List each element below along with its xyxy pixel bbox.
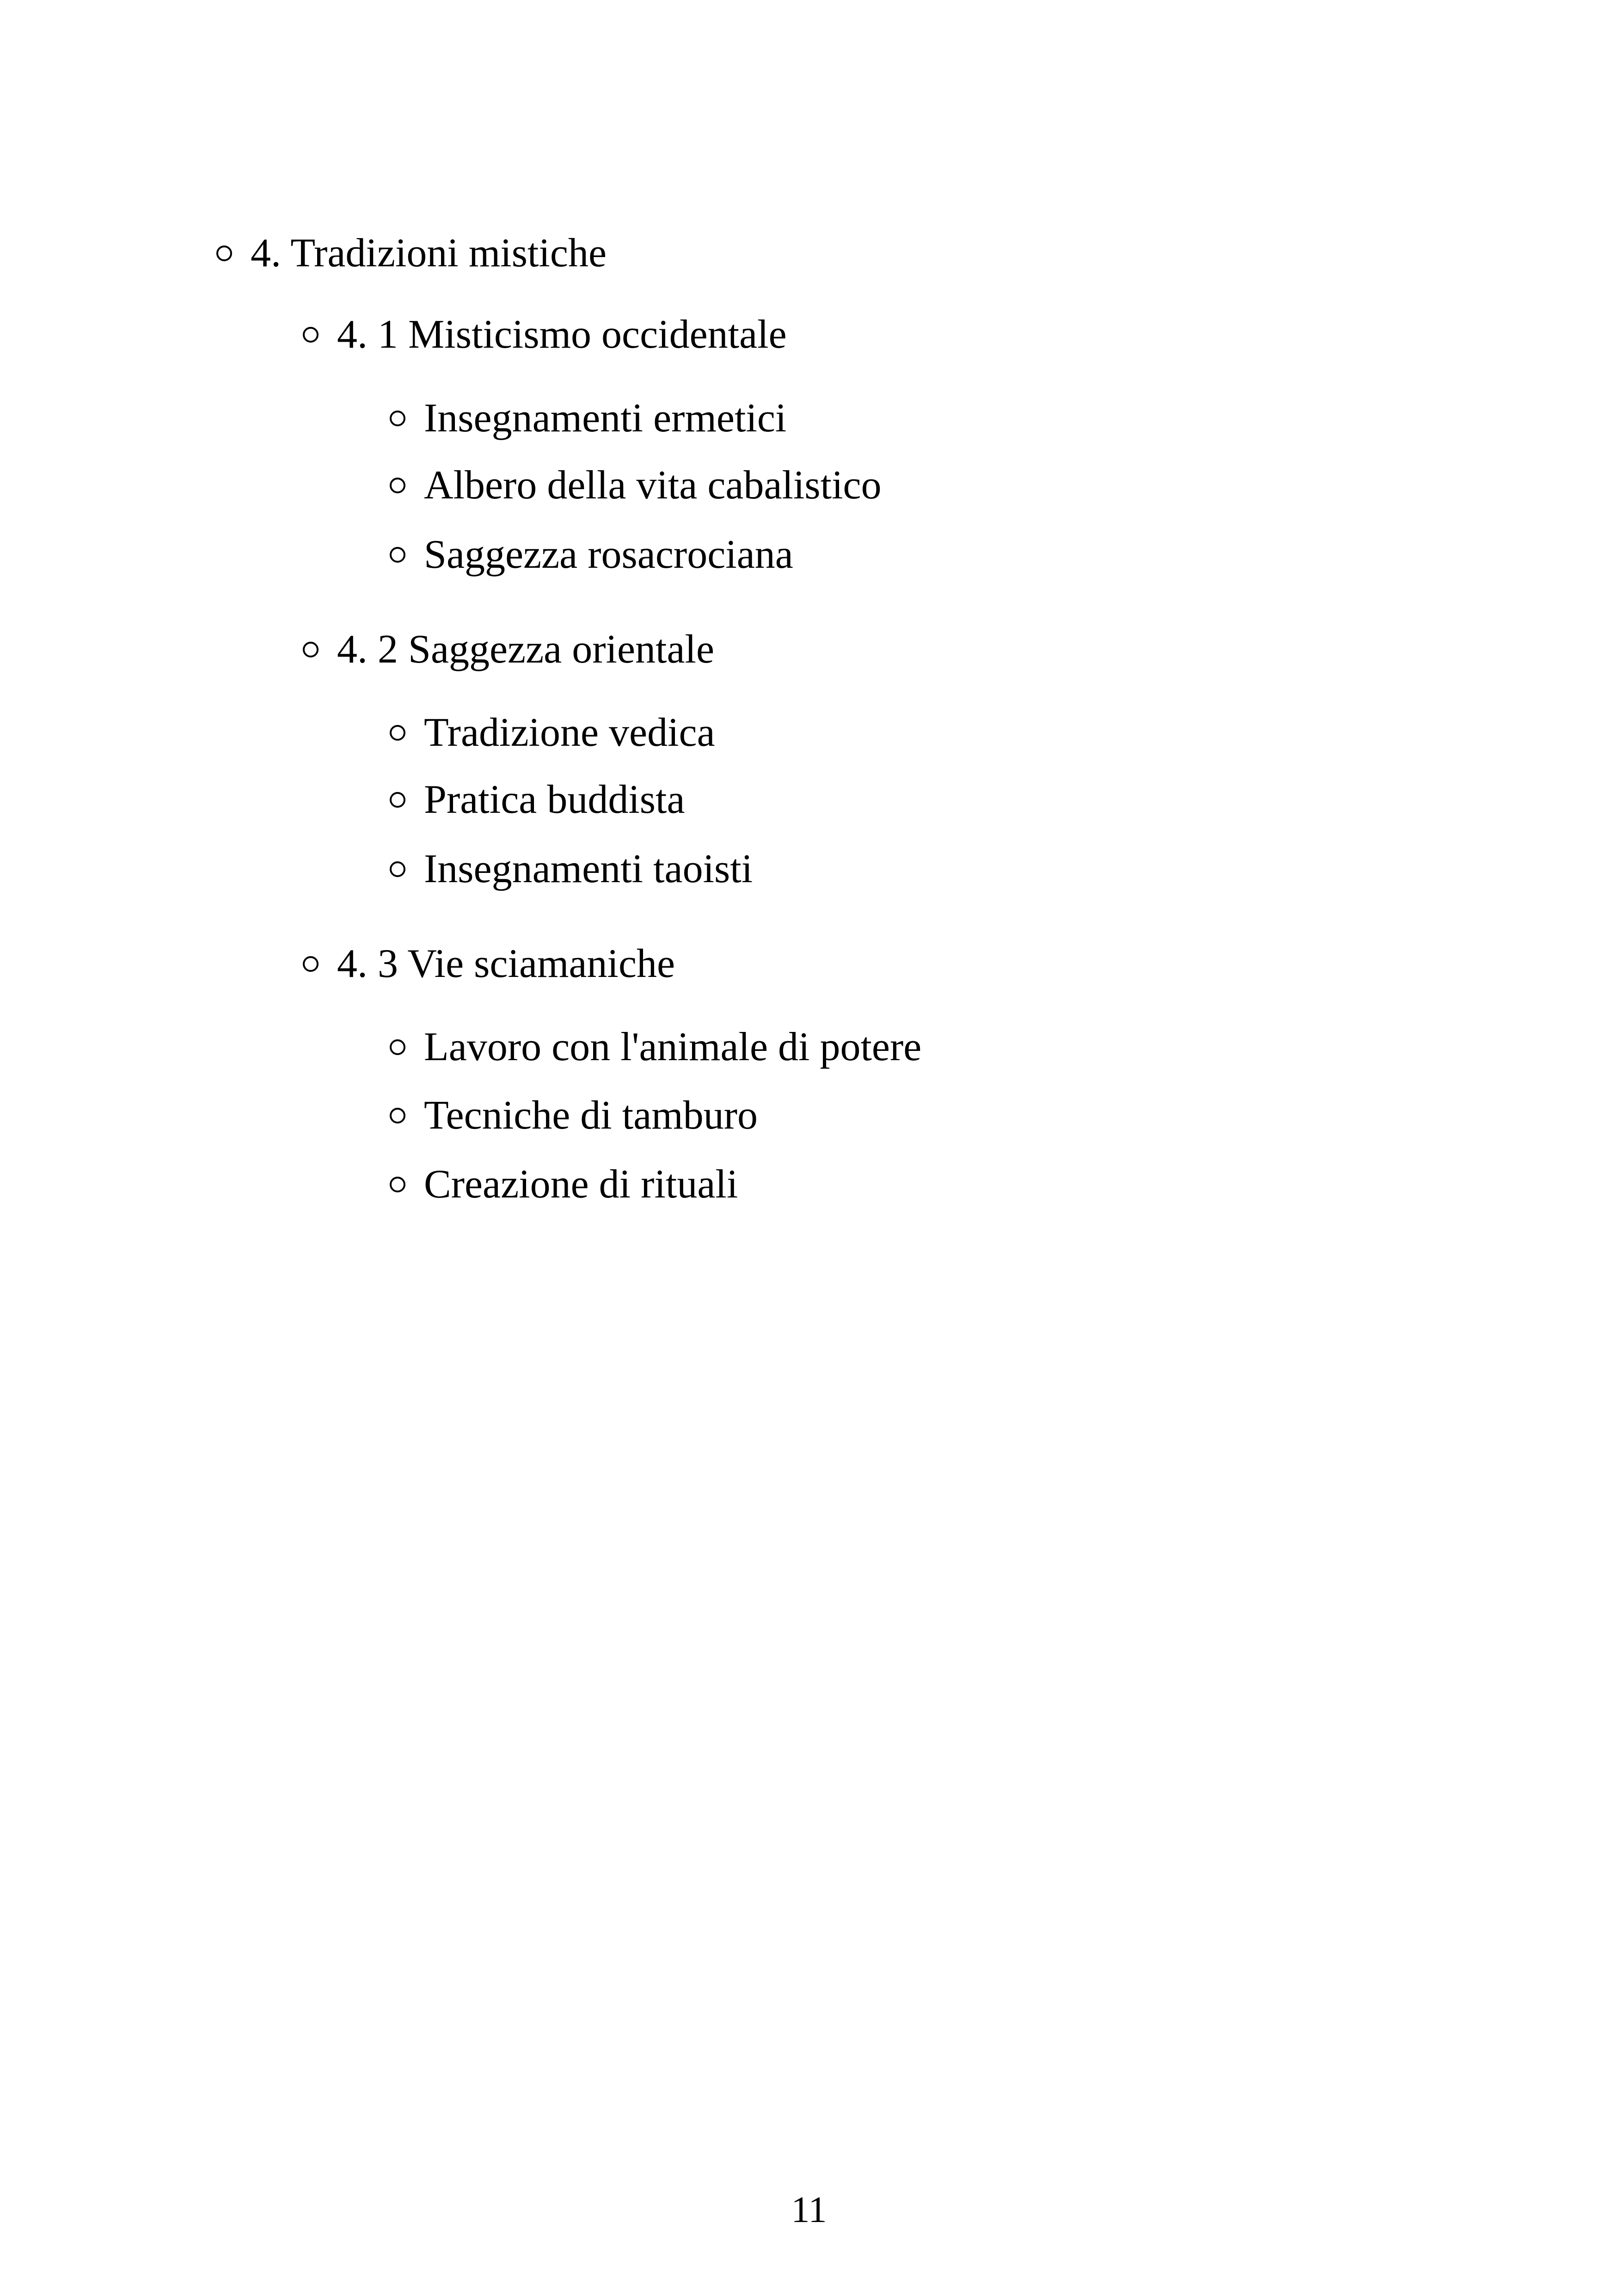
list-item (390, 1157, 738, 1212)
list-item (390, 772, 685, 828)
hollow-circle-bullet-icon (390, 478, 405, 493)
hollow-circle-bullet-icon (390, 792, 405, 808)
list-item-label: Creazione di rituali (424, 1162, 738, 1207)
hollow-circle-bullet-icon (216, 246, 232, 261)
section-heading (303, 307, 787, 362)
section-heading (303, 622, 714, 677)
list-item (390, 527, 793, 583)
hollow-circle-bullet-icon (390, 1039, 405, 1055)
hollow-circle-bullet-icon (390, 1177, 405, 1192)
outline-title: 4. Tradizioni mistiche (251, 231, 607, 276)
list-item-label: Tecniche di tamburo (424, 1093, 758, 1138)
list-item (390, 841, 753, 897)
hollow-circle-bullet-icon (390, 725, 405, 741)
hollow-circle-bullet-icon (390, 861, 405, 877)
section-heading (303, 936, 675, 992)
list-item-label: Albero della vita cabalistico (424, 463, 882, 508)
hollow-circle-bullet-icon (390, 547, 405, 563)
section-label: 4. 2 Saggezza orientale (337, 627, 715, 672)
hollow-circle-bullet-icon (390, 411, 405, 426)
list-item-label: Insegnamenti taoisti (424, 847, 753, 891)
list-item-label: Lavoro con l'animale di potere (424, 1025, 922, 1069)
section-label: 4. 3 Vie sciamaniche (337, 941, 675, 986)
list-item-label: Tradizione vedica (424, 710, 715, 755)
list-item (390, 391, 786, 446)
section-label: 4. 1 Misticismo occidentale (337, 312, 787, 357)
list-item-label: Saggezza rosacrociana (424, 532, 793, 577)
outline-item-level1 (216, 226, 607, 281)
hollow-circle-bullet-icon (390, 1108, 405, 1123)
list-item (390, 458, 882, 513)
page-number: 11 (791, 2190, 827, 2230)
hollow-circle-bullet-icon (303, 327, 319, 343)
list-item-label: Insegnamenti ermetici (424, 396, 787, 441)
list-item (390, 705, 715, 761)
list-item-label: Pratica buddista (424, 777, 685, 822)
list-item (390, 1088, 758, 1143)
hollow-circle-bullet-icon (303, 956, 319, 972)
list-item (390, 1019, 921, 1075)
hollow-circle-bullet-icon (303, 642, 319, 657)
